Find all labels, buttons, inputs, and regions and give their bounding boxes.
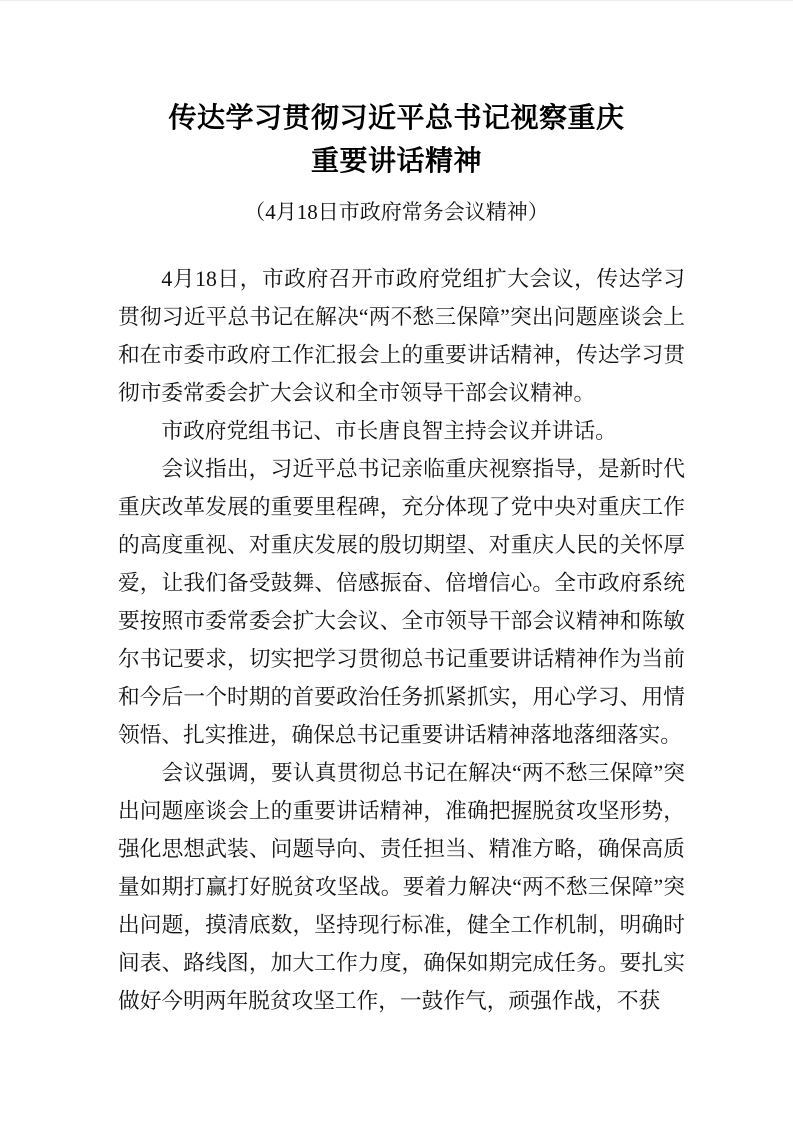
document-title-line-1: 传达学习贯彻习近平总书记视察重庆	[168, 102, 625, 133]
paragraph: 市政府党组书记、市长唐良智主持会议并讲话。	[161, 419, 617, 443]
document-body	[118, 260, 685, 1020]
document-title-line-2: 重要讲话精神	[310, 145, 482, 176]
paragraph: 会议指出，习近平总书记亲临重庆视察指导，是新时代重庆改革发展的重要里程碑，充分体现了党中央对重庆工作的高度重视、对重庆发展的殷切期望、对重庆人民的关怀厚爱，让我们备受鼓舞、倍感振奋、倍增信心。全市政府系统要按照市委常委会扩大会议、全市领导干部会议精神和陈敏尔书记要求，切实把学习贯彻总书记重要讲话精神作为当前和今后一个时期的首要政治任务抓紧抓实，用心学习、用情领悟、扎实推进，确保总书记重要讲话精神落地落细落实。	[118, 457, 685, 747]
document-title	[0, 1, 793, 182]
paragraph: 4月18日，市政府召开市政府党组扩大会议，传达学习贯彻习近平总书记在解决“两不愁三保障”突出问题座谈会上和在市委市政府工作汇报会上的重要讲话精神，传达学习贯彻市委常委会扩大会议和全市领导干部会议精神。	[118, 267, 685, 405]
paragraph: 会议强调，要认真贯彻总书记在解决“两不愁三保障”突出问题座谈会上的重要讲话精神，准确把握脱贫攻坚形势，强化思想武装、问题导向、责任担当、精准方略，确保高质量如期打赢打好脱贫攻坚战。要着力解决“两不愁三保障”突出问题，摸清底数，坚持现行标准，健全工作机制，明确时间表、路线图，加大工作力度，确保如期完成任务。要扎实做好今明两年脱贫攻坚工作，一鼓作气，顽强作战，不获	[118, 761, 685, 1013]
document-subtitle: （4月18日市政府常务会议精神）	[244, 200, 549, 224]
